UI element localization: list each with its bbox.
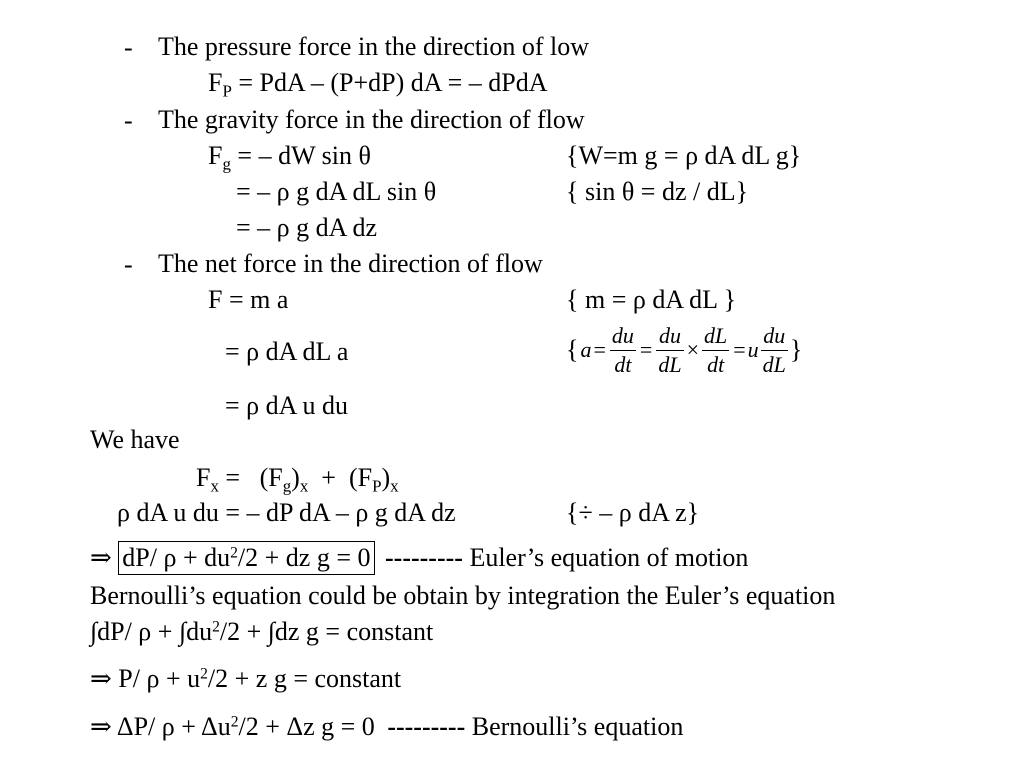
gravity-weight-note: {W=m g = ρ dA dL g} — [566, 141, 802, 170]
pressure-eq-rhs: = PdA – (P+dP) dA = – dPdA — [231, 68, 548, 97]
net-mass-note: { m = ρ dA dL } — [566, 285, 737, 314]
bullet-gravity: - — [124, 106, 133, 135]
result2-b: /2 + Δz g = 0 — [238, 712, 375, 741]
acceleration-note — [566, 322, 802, 378]
bullet-pressure: - — [124, 33, 133, 62]
sum-x2-sub: x — [390, 476, 399, 496]
sum-x1-sub: x — [299, 476, 309, 496]
acc-eq-3: = — [733, 337, 746, 362]
acc-a: a — [580, 337, 592, 362]
result1-arrow: ⇒ — [90, 664, 112, 693]
result2-sup: 2 — [230, 713, 239, 731]
euler-arrow: ⇒ — [90, 543, 112, 572]
acc-u: u — [747, 337, 759, 362]
integral-a: ∫dP/ ρ + ∫du — [90, 617, 213, 646]
euler-dashes: --------- — [385, 543, 463, 572]
euler-eq-a: dP/ ρ + du — [122, 543, 231, 572]
gravity-eq-lhs: F — [208, 141, 223, 170]
net-eq-line3: = ρ dA u du — [225, 391, 348, 420]
result-constant-line — [90, 666, 401, 692]
sum-g-sub: g — [282, 476, 292, 496]
result2-a: ΔP/ ρ + Δu — [116, 712, 231, 741]
acc-open-brace: { — [566, 335, 579, 364]
gravity-eq-sub: g — [222, 154, 231, 174]
net-heading: The net force in the direction of flow — [158, 249, 543, 278]
sum-f: F — [196, 463, 211, 492]
sum-plus: + (F — [308, 463, 373, 492]
sum-f-sub: x — [210, 476, 219, 496]
sum-close: ) — [381, 463, 391, 492]
result1-sup: 2 — [200, 665, 208, 683]
acc-frac-du-dL-2: $\frac{du}{dL}$ — [762, 323, 786, 377]
we-have-text: We have — [90, 425, 180, 454]
acc-frac-du-dt: $\frac{du}{dt}$ — [611, 323, 634, 377]
momentum-divide-note: {÷ – ρ dA z} — [566, 498, 700, 527]
result1-a: P/ ρ + u — [118, 664, 201, 693]
acc-frac-dL-dt: $\frac{dL}{dt}$ — [704, 323, 728, 377]
acc-eq-2: = — [639, 337, 653, 362]
net-eq-line2: = ρ dA dL a — [225, 337, 349, 366]
euler-eq-sup: 2 — [230, 544, 238, 562]
euler-label: Euler’s equation of motion — [469, 543, 749, 572]
integral-equation — [90, 619, 433, 645]
sum-mid: ) — [291, 463, 300, 492]
bernoulli-equation-line — [90, 714, 683, 740]
momentum-equation: ρ dA u du = – dP dA – ρ g dA dz — [117, 498, 456, 527]
gravity-eq-line1 — [208, 141, 371, 174]
euler-line — [90, 545, 748, 571]
bernoulli-label: Bernoulli’s equation — [471, 712, 684, 741]
integral-sup: 2 — [212, 618, 220, 636]
euler-equation-box — [118, 541, 374, 575]
net-eq-line1: F = m a — [208, 285, 289, 314]
bernoulli-intro: Bernoulli’s equation could be obtain by integration the Euler’s equation — [90, 581, 836, 610]
gravity-eq-rhs: = – dW sin θ — [230, 141, 371, 170]
gravity-sin-note: { sin θ = dz / dL} — [566, 177, 749, 206]
force-sum-equation — [196, 463, 399, 496]
sum-eq: = (F — [218, 463, 283, 492]
acc-times: × — [686, 337, 699, 362]
acc-eq-1: = — [593, 337, 606, 362]
bullet-net: - — [124, 250, 133, 279]
acc-frac-du-dL: $\frac{du}{dL}$ — [658, 323, 682, 377]
result1-b: /2 + z g = constant — [207, 664, 402, 693]
gravity-eq-line2: = – ρ g dA dL sin θ — [236, 177, 437, 206]
pressure-eq-lhs: F — [208, 68, 223, 97]
acc-close-brace: } — [789, 335, 803, 364]
bernoulli-dashes: --------- — [387, 712, 466, 741]
pressure-heading: The pressure force in the direction of low — [158, 32, 590, 61]
sum-p-sub: P — [372, 476, 382, 496]
gravity-heading: The gravity force in the direction of flow — [158, 105, 585, 134]
euler-eq-b: /2 + dz g = 0 — [237, 543, 371, 572]
result2-arrow: ⇒ — [90, 712, 112, 741]
pressure-eq-sub: P — [222, 81, 232, 101]
integral-b: /2 + ∫dz g = constant — [219, 617, 434, 646]
pressure-equation — [208, 68, 548, 101]
gravity-eq-line3: = – ρ g dA dz — [236, 213, 378, 242]
